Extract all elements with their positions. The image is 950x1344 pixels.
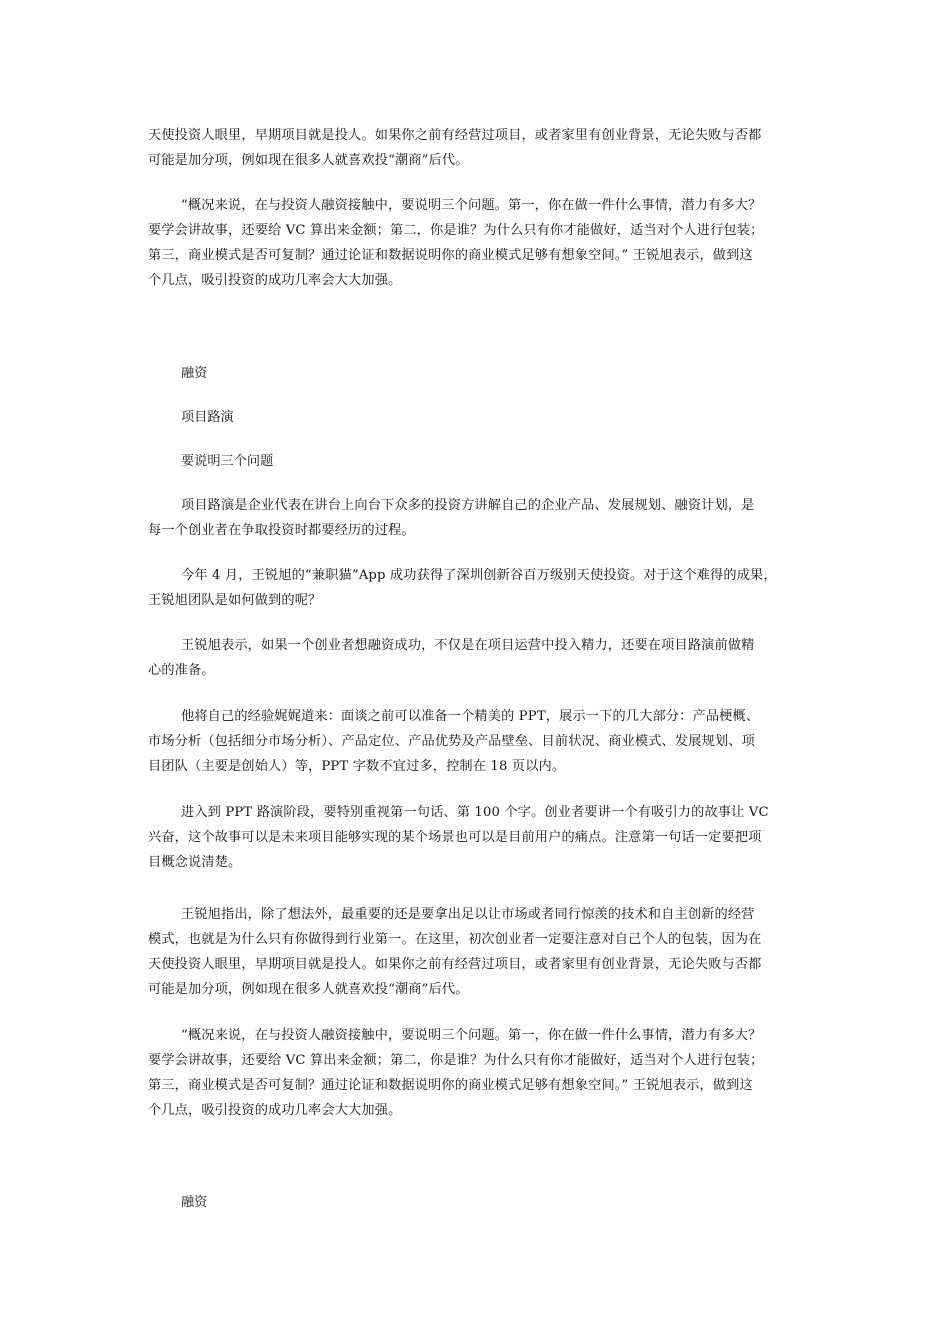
paragraph-angel-investors-intro: 天使投资人眼里，早期项目就是投人。如果你之前有经营过项目，或者家里有创业背景，无论失败与否都 可能是加分项，例如现在很多人就喜欢投“潮商”后代。	[148, 128, 762, 168]
paragraph-ppt-roadshow: 进入到 PPT 路演阶段，要特别重视第一句话、第 100 个字。创业者要讲一个有吸引力的故事让 VC 兴奋，这个故事可以是未来项目能够实现的某个场景也可以是目前用户的痛点。注意第一句话一定要把项 目概念说清楚。	[148, 805, 769, 870]
heading-financing-repeat: 融资	[181, 1195, 208, 1210]
paragraph-preparation: 王锐旭表示，如果一个创业者想融资成功，不仅是在项目运营中投入精力，还要在项目路演前做精 心的准备。	[148, 638, 755, 678]
heading-financing: 融资	[181, 366, 208, 381]
paragraph-three-questions-quote: “概况来说，在与投资人融资接触中，要说明三个问题。第一，你在做一件什么事情，潜力有多大？ 要学会讲故事，还要给 VC 算出来金额；第二，你是谁？为什么只有你才能做好，适当对个人进行包装； 第三，商业模式是否可复制？通过论证和数据说明你的商业模式足够有想象空间。” 王锐旭表示，做到这 个几点，吸引投资的成功几率会大大加强。	[148, 198, 764, 288]
paragraph-roadshow-definition: 项目路演是企业代表在讲台上向台下众多的投资方讲解自己的企业产品、发展规划、融资计划，是 每一个创业者在争取投资时都要经历的过程。	[148, 498, 755, 538]
paragraph-technology-model: 王锐旭指出，除了想法外，最重要的还是要拿出足以让市场或者同行惊羡的技术和自主创新的经营 模式，也就是为什么只有你做得到行业第一。在这里，初次创业者一定要注意对自己个人的包装，因为在 天使投资人眼里，早期项目就是投人。如果你之前有经营过项目，或者家里有创业背景，无论失败与否都 可能是加分项，例如现在很多人就喜欢投“潮商”后代。	[148, 907, 762, 997]
paragraph-three-questions-quote-repeat: “概况来说，在与投资人融资接触中，要说明三个问题。第一，你在做一件什么事情，潜力有多大？ 要学会讲故事，还要给 VC 算出来金额；第二，你是谁？为什么只有你才能做好，适当对个人进行包装； 第三，商业模式是否可复制？通过论证和数据说明你的商业模式足够有想象空间。” 王锐旭表示，做到这 个几点，吸引投资的成功几率会大大加强。	[148, 1028, 764, 1118]
paragraph-jianzhimao-funding: 今年 4 月，王锐旭的“兼职猫”App 成功获得了深圳创新谷百万级别天使投资。对于这个难得的成果， 王锐旭团队是如何做到的呢？	[148, 568, 777, 608]
paragraph-ppt-outline: 他将自己的经验娓娓道来：面谈之前可以准备一个精美的 PPT，展示一下的几大部分：产品梗概、 市场分析（包括细分市场分析）、产品定位、产品优势及产品壁垒、目前状况、商业模式、发展规划、项 目团队（主要是创始人）等，PPT 字数不宜过多，控制在 18 页以内。	[148, 709, 760, 774]
heading-three-questions: 要说明三个问题	[181, 454, 274, 469]
heading-roadshow: 项目路演	[181, 410, 234, 425]
